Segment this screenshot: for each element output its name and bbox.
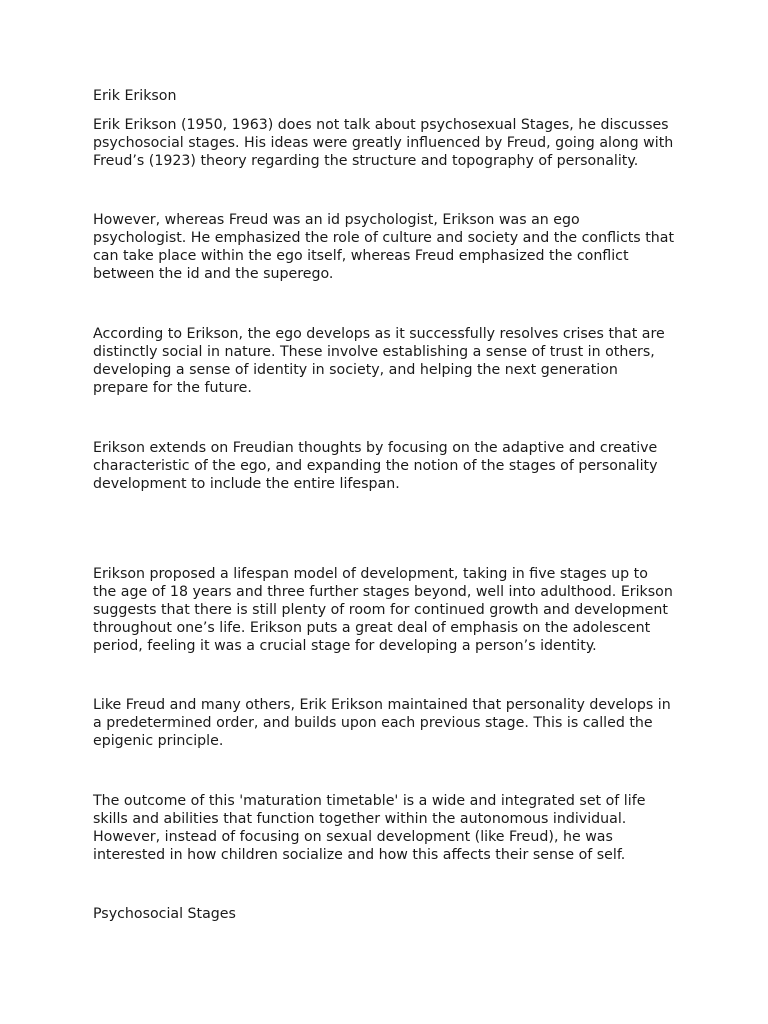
- paragraph-line: distinctly social in nature. These involve establishing a sense of trust in others,: [93, 344, 655, 360]
- paragraph-line: a predetermined order, and builds upon each previous stage. This is called the: [93, 715, 653, 731]
- paragraph-line: Erikson proposed a lifespan model of development, taking in five stages up to: [93, 566, 648, 582]
- paragraph-5: [93, 565, 693, 655]
- paragraph-line: prepare for the future.: [93, 380, 252, 396]
- paragraph-line: epigenic principle.: [93, 733, 224, 749]
- paragraph-6: [93, 696, 693, 750]
- paragraph-line: developing a sense of identity in society, and helping the next generation: [93, 362, 618, 378]
- paragraph-line: Like Freud and many others, Erik Erikson maintained that personality develops in: [93, 697, 671, 713]
- paragraph-line: Freud’s (1923) theory regarding the structure and topography of personality.: [93, 153, 639, 169]
- paragraph-line: According to Erikson, the ego develops as it successfully resolves crises that are: [93, 326, 665, 342]
- section-subheading: Psychosocial Stages: [93, 906, 236, 922]
- paragraph-3: [93, 325, 693, 397]
- paragraph-line: interested in how children socialize and how this affects their sense of self.: [93, 847, 626, 863]
- paragraph-1: [93, 116, 693, 170]
- paragraph-line: can take place within the ego itself, whereas Freud emphasized the conflict: [93, 248, 629, 264]
- paragraph-line: psychologist. He emphasized the role of culture and society and the conflicts that: [93, 230, 675, 246]
- paragraph-line: suggests that there is still plenty of room for continued growth and development: [93, 602, 668, 618]
- paragraph-line: Erikson extends on Freudian thoughts by focusing on the adaptive and creative: [93, 440, 658, 456]
- paragraph-line: skills and abilities that function together within the autonomous individual.: [93, 811, 627, 827]
- paragraph-line: throughout one’s life. Erikson puts a great deal of emphasis on the adolescent: [93, 620, 651, 636]
- paragraph-line: However, instead of focusing on sexual development (like Freud), he was: [93, 829, 613, 845]
- paragraph-line: the age of 18 years and three further stages beyond, well into adulthood. Erikson: [93, 584, 673, 600]
- paragraph-7: [93, 792, 693, 864]
- document-heading: Erik Erikson: [93, 88, 177, 104]
- paragraph-line: period, feeling it was a crucial stage for developing a person’s identity.: [93, 638, 597, 654]
- paragraph-2: [93, 211, 693, 283]
- paragraph-line: psychosocial stages. His ideas were greatly influenced by Freud, going along with: [93, 135, 674, 151]
- paragraph-line: However, whereas Freud was an id psychologist, Erikson was an ego: [93, 212, 580, 228]
- paragraph-line: characteristic of the ego, and expanding the notion of the stages of personality: [93, 458, 658, 474]
- paragraph-line: The outcome of this 'maturation timetable' is a wide and integrated set of life: [93, 793, 646, 809]
- paragraph-line: between the id and the superego.: [93, 266, 334, 282]
- paragraph-line: Erik Erikson (1950, 1963) does not talk about psychosexual Stages, he discusses: [93, 117, 669, 133]
- paragraph-4: [93, 439, 693, 493]
- paragraph-line: development to include the entire lifespan.: [93, 476, 400, 492]
